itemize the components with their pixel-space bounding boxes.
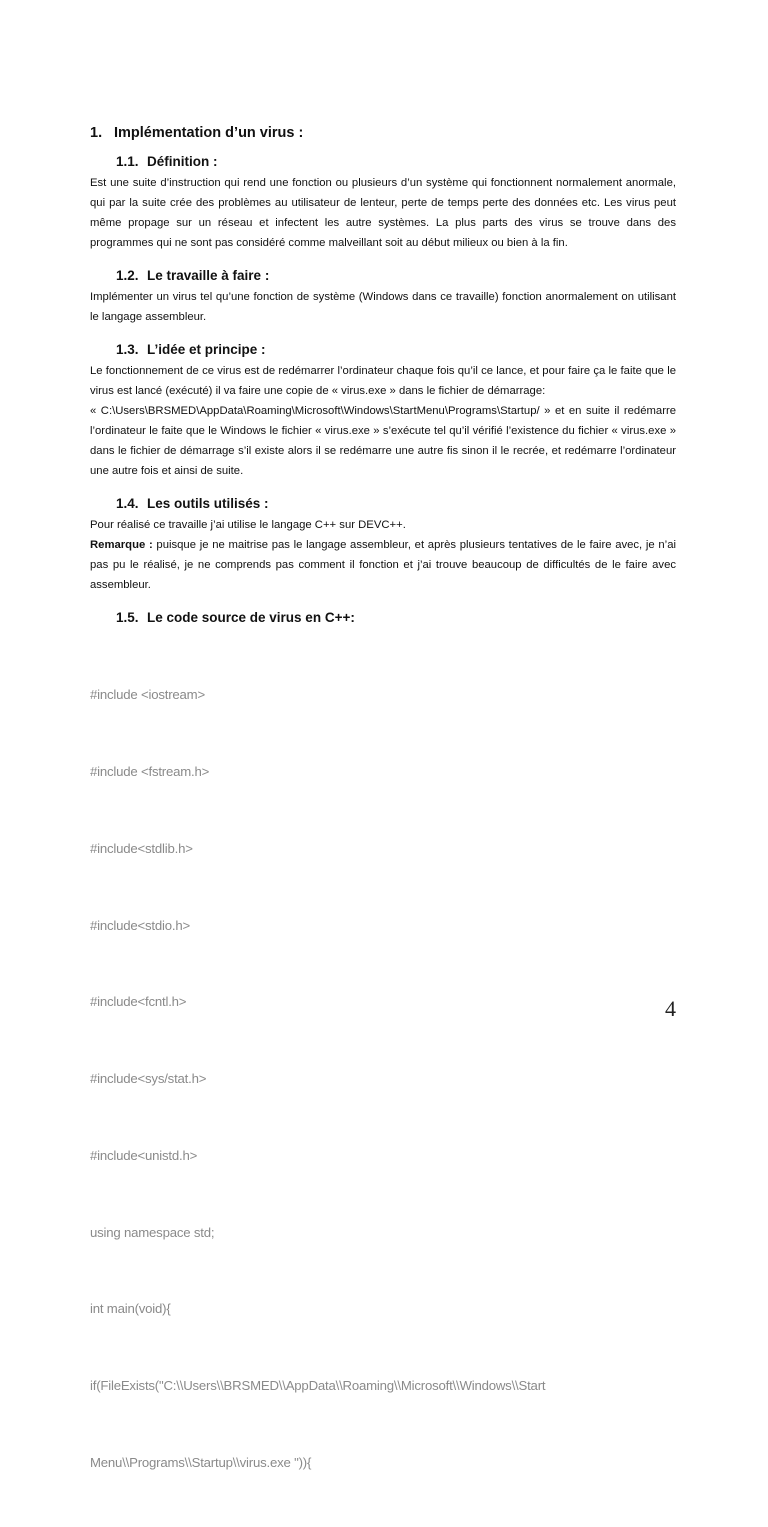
heading-title: Implémentation d’un virus : [114, 125, 304, 141]
code-line: #include<sys/stat.h> [90, 1071, 207, 1087]
code-line: int main(void){ [90, 1301, 171, 1317]
subheading-number: 1.1. [116, 154, 139, 169]
section-travail [90, 267, 676, 327]
subheading-code [116, 609, 676, 627]
code-line: #include<fcntl.h> [90, 994, 187, 1010]
subheading-number: 1.5. [116, 610, 139, 625]
heading-number: 1. [90, 125, 103, 141]
idee-paragraph-1: Le fonctionnement de ce virus est de redémarrer l’ordinateur chaque fois qu’il ce lance, et pour faire ça le faite que le virus est lancé (exécuté) il va faire une copie de « virus.exe » dans le fichier de démarrage: [90, 365, 676, 397]
travail-paragraph: Implémenter un virus tel qu’une fonction de système (Windows dans ce travaille) fonction anormalement on utilisant le langage assembleur. [90, 291, 676, 323]
code-line: #include<unistd.h> [90, 1147, 198, 1163]
code-line: using namespace std; [90, 1224, 215, 1240]
idee-paragraph-2: « C:\Users\BRSMED\AppData\Roaming\Microsoft\Windows\StartMenu\Programs\Startup/ » et en suite il redémarre l’ordinateur le faite que le Windows le fichier « virus.exe » s’exécute tel qu’il vérifié l’existence du fichier « virus.exe » dans le fichier de démarrage s’il existe alors il se redémarre une autre fis sinon il le recrée, et redémarre l’ordinateur une autre fois et ainsi de suite. [90, 405, 676, 477]
code-line: if(FileExists("C:\\Users\\BRSMED\\AppData\\Roaming\\Microsoft\\Windows\\Start [90, 1378, 546, 1394]
section-code [90, 609, 676, 1527]
code-line: #include<stdlib.h> [90, 840, 193, 856]
remark-paragraph [90, 535, 676, 595]
outils-paragraph: Pour réalisé ce travaille j’ai utilise le langage C++ sur DEVC++. [90, 519, 406, 531]
subheading-travail [116, 267, 676, 285]
code-line: #include <fstream.h> [90, 763, 210, 779]
definition-paragraph: Est une suite d’instruction qui rend une fonction ou plusieurs d’un système qui fonctionnent normalement anormale, qui par la suite crée des problèmes au utilisateur de lenteur, perte de temps perte des données etc. Les virus peut même propage sur un réseau et infectent les autre systèmes. La plus parts des virus se trouve dans des programmes qui ne sont pas considéré comme malveillant soit au début milieux ou bien à la fin. [90, 177, 676, 249]
subheading-definition [116, 153, 676, 171]
code-line: #include <iostream> [90, 687, 205, 703]
remark-text: puisque je ne maitrise pas le langage assembleur, et après plusieurs tentatives de le faire avec, je n’ai pas pu le réalisé, je ne comprends pas comment il fonction et j’ai trouve beaucoup de difficultés de le faire avec assembleur. [90, 539, 676, 591]
subheading-title: L’idée et principe : [147, 342, 266, 357]
subheading-outils [116, 495, 676, 513]
section-idee [90, 341, 676, 481]
heading-implementation [90, 123, 676, 143]
section-definition [90, 153, 676, 253]
code-line: Menu\\Programs\\Startup\\virus.exe ")){ [90, 1455, 312, 1470]
subheading-title: Le code source de virus en C++: [147, 610, 355, 625]
subheading-number: 1.3. [116, 342, 139, 357]
subheading-number: 1.4. [116, 496, 139, 511]
subheading-number: 1.2. [116, 268, 139, 283]
page-content [90, 123, 676, 1527]
source-code-block [90, 631, 676, 1527]
page-number: 4 [665, 996, 676, 1021]
subheading-idee [116, 341, 676, 359]
code-line: #include<stdio.h> [90, 917, 190, 933]
section-outils [90, 495, 676, 595]
subheading-title: Les outils utilisés : [147, 496, 269, 511]
remark-label: Remarque : [90, 539, 153, 551]
subheading-title: Le travaille à faire : [147, 268, 270, 283]
subheading-title: Définition : [147, 154, 218, 169]
